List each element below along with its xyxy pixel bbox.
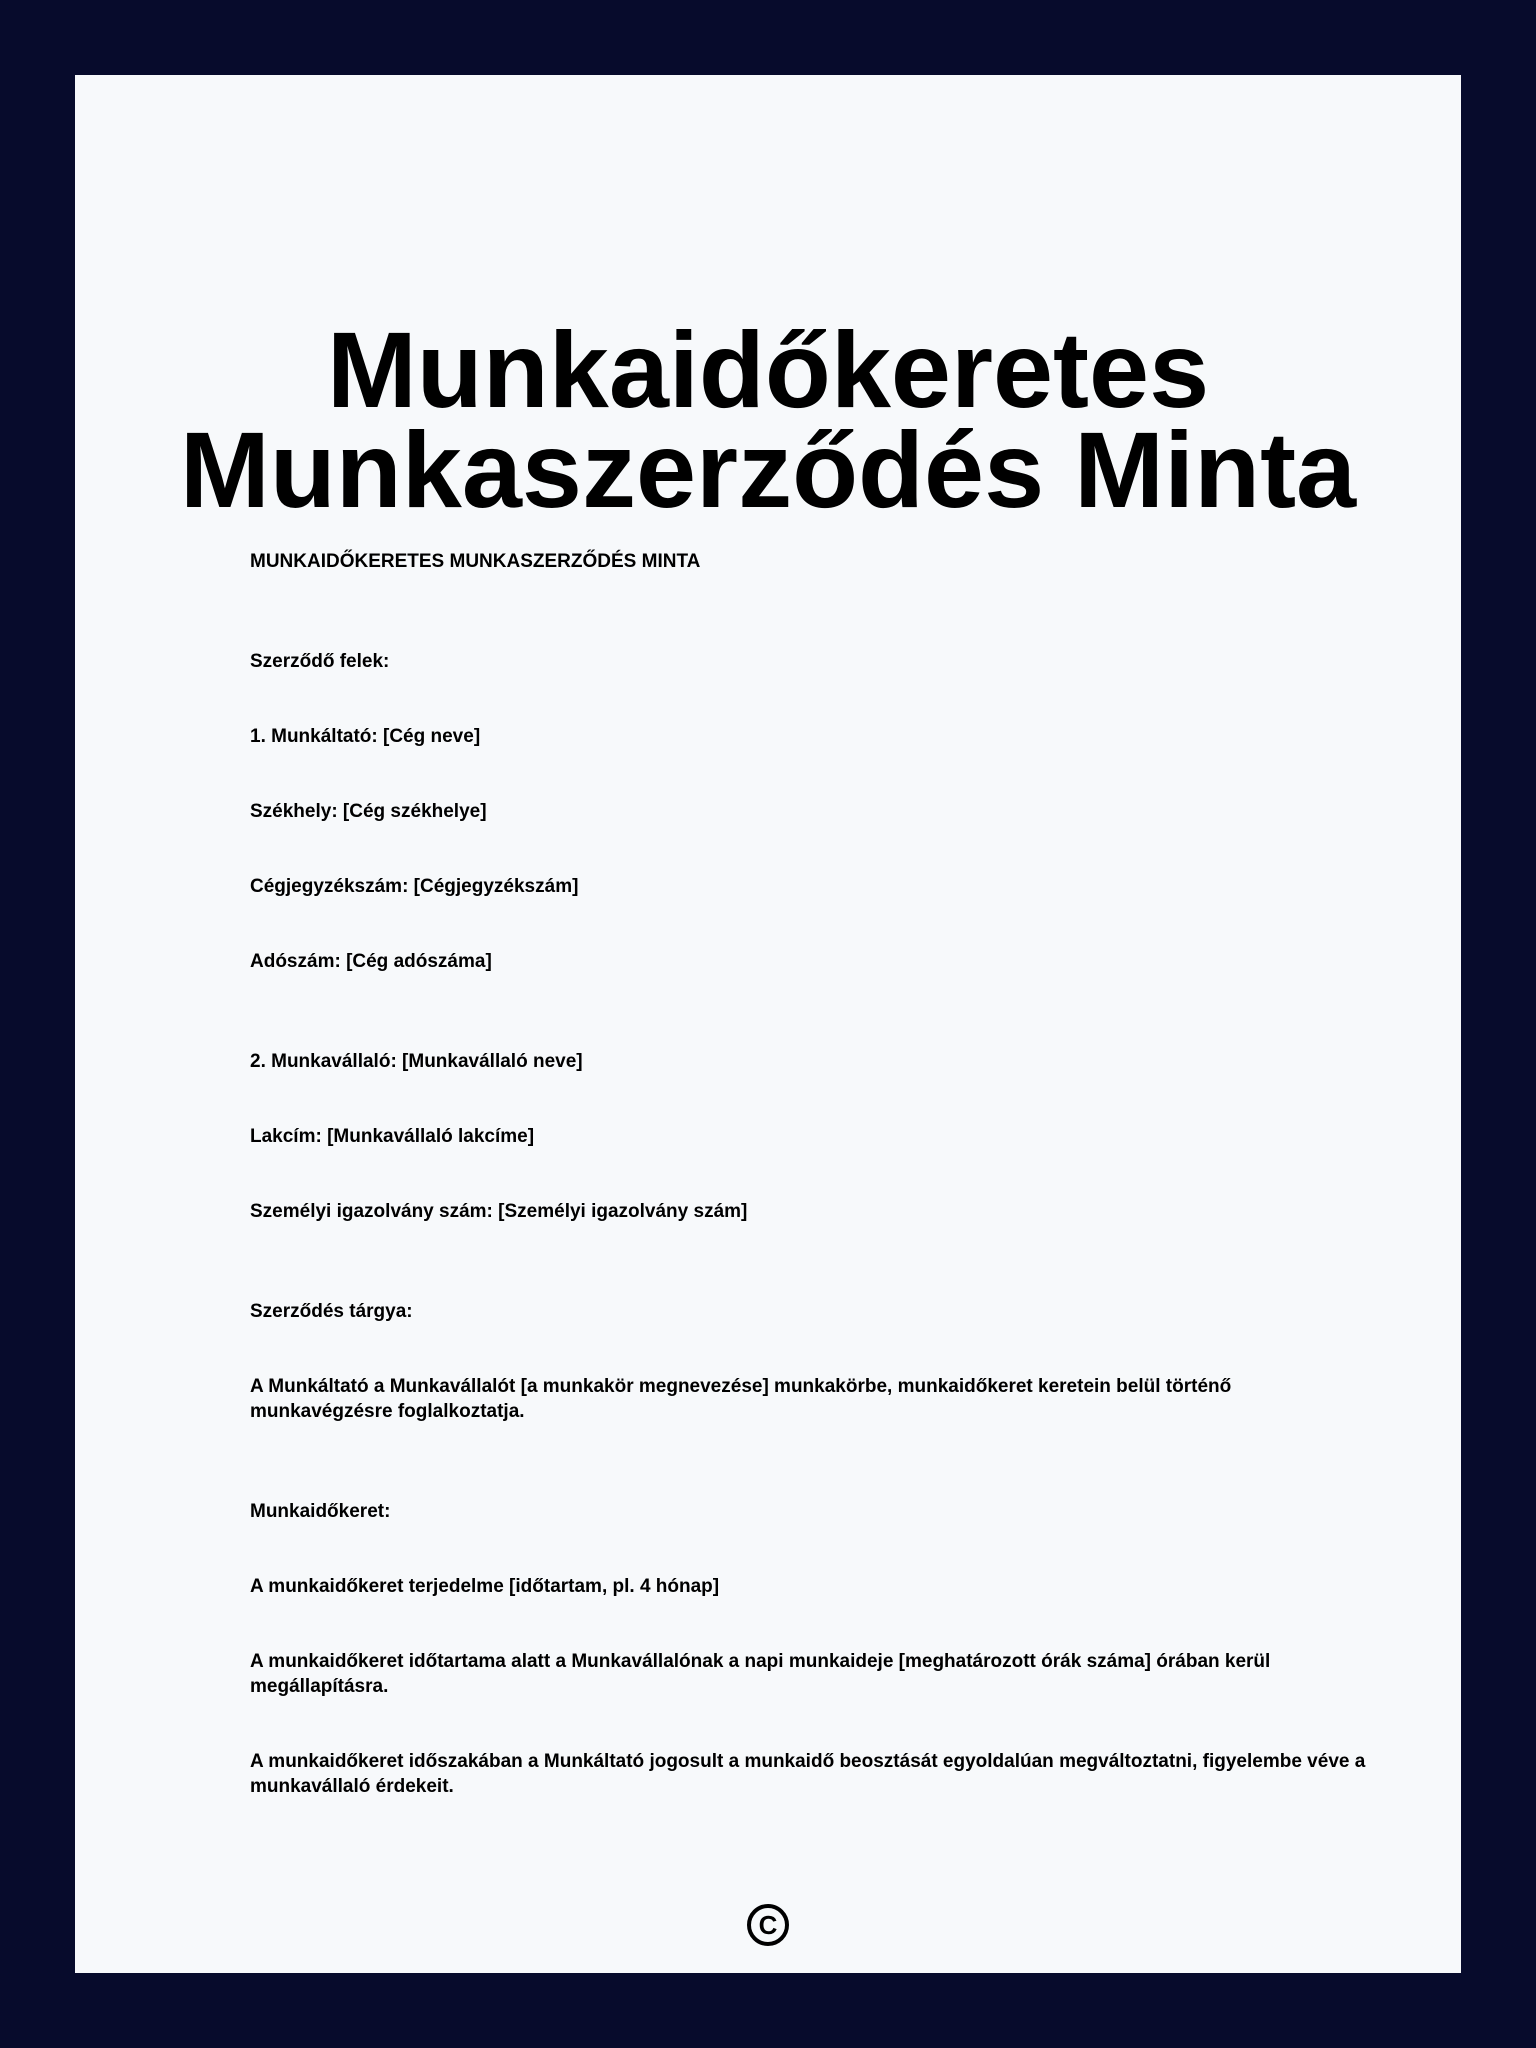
- employer-line: 1. Munkáltató: [Cég neve]: [250, 726, 481, 747]
- frame-label: Munkaidőkeret:: [250, 1501, 391, 1522]
- id-line: Személyi igazolvány szám: [Személyi igazolvány szám]: [250, 1201, 748, 1222]
- employee-line: 2. Munkavállaló: [Munkavállaló neve]: [250, 1051, 583, 1072]
- registry-line: Cégjegyzékszám: [Cégjegyzékszám]: [250, 876, 579, 897]
- address-line: Lakcím: [Munkavállaló lakcíme]: [250, 1126, 535, 1147]
- page-title-line-2: Munkaszerződés Minta: [179, 409, 1357, 530]
- frame-duration: A munkaidőkeret terjedelme [időtartam, pl. 4 hónap]: [250, 1576, 720, 1597]
- subject-label: Szerződés tárgya:: [250, 1301, 413, 1322]
- document-page: [75, 75, 1461, 1973]
- frame-hours: A munkaidőkeret időtartama alatt a Munkavállalónak a napi munkaideje [meghatározott órák száma] órában kerül megállapításra.: [250, 1651, 1271, 1697]
- page-title: [75, 309, 1461, 530]
- document-heading: MUNKAIDŐKERETES MUNKASZERZŐDÉS MINTA: [250, 551, 701, 572]
- parties-label: Szerződő felek:: [250, 651, 390, 672]
- frame-schedule: A munkaidőkeret időszakában a Munkáltató jogosult a munkaidő beosztását egyoldalúan megváltoztatni, figyelembe véve a munkavállaló érdekeit.: [250, 1751, 1366, 1797]
- copyright-icon: C: [747, 1904, 789, 1946]
- copyright-footer: [75, 1901, 1461, 1946]
- tax-line: Adószám: [Cég adószáma]: [250, 951, 492, 972]
- page-title-line-1: Munkaidőkeretes: [326, 309, 1210, 430]
- subject-text: A Munkáltató a Munkavállalót [a munkakör megnevezése] munkakörbe, munkaidőkeret keretein belül történő munkavégzésre foglalkoztatja.: [250, 1376, 1232, 1422]
- seat-line: Székhely: [Cég székhelye]: [250, 801, 487, 822]
